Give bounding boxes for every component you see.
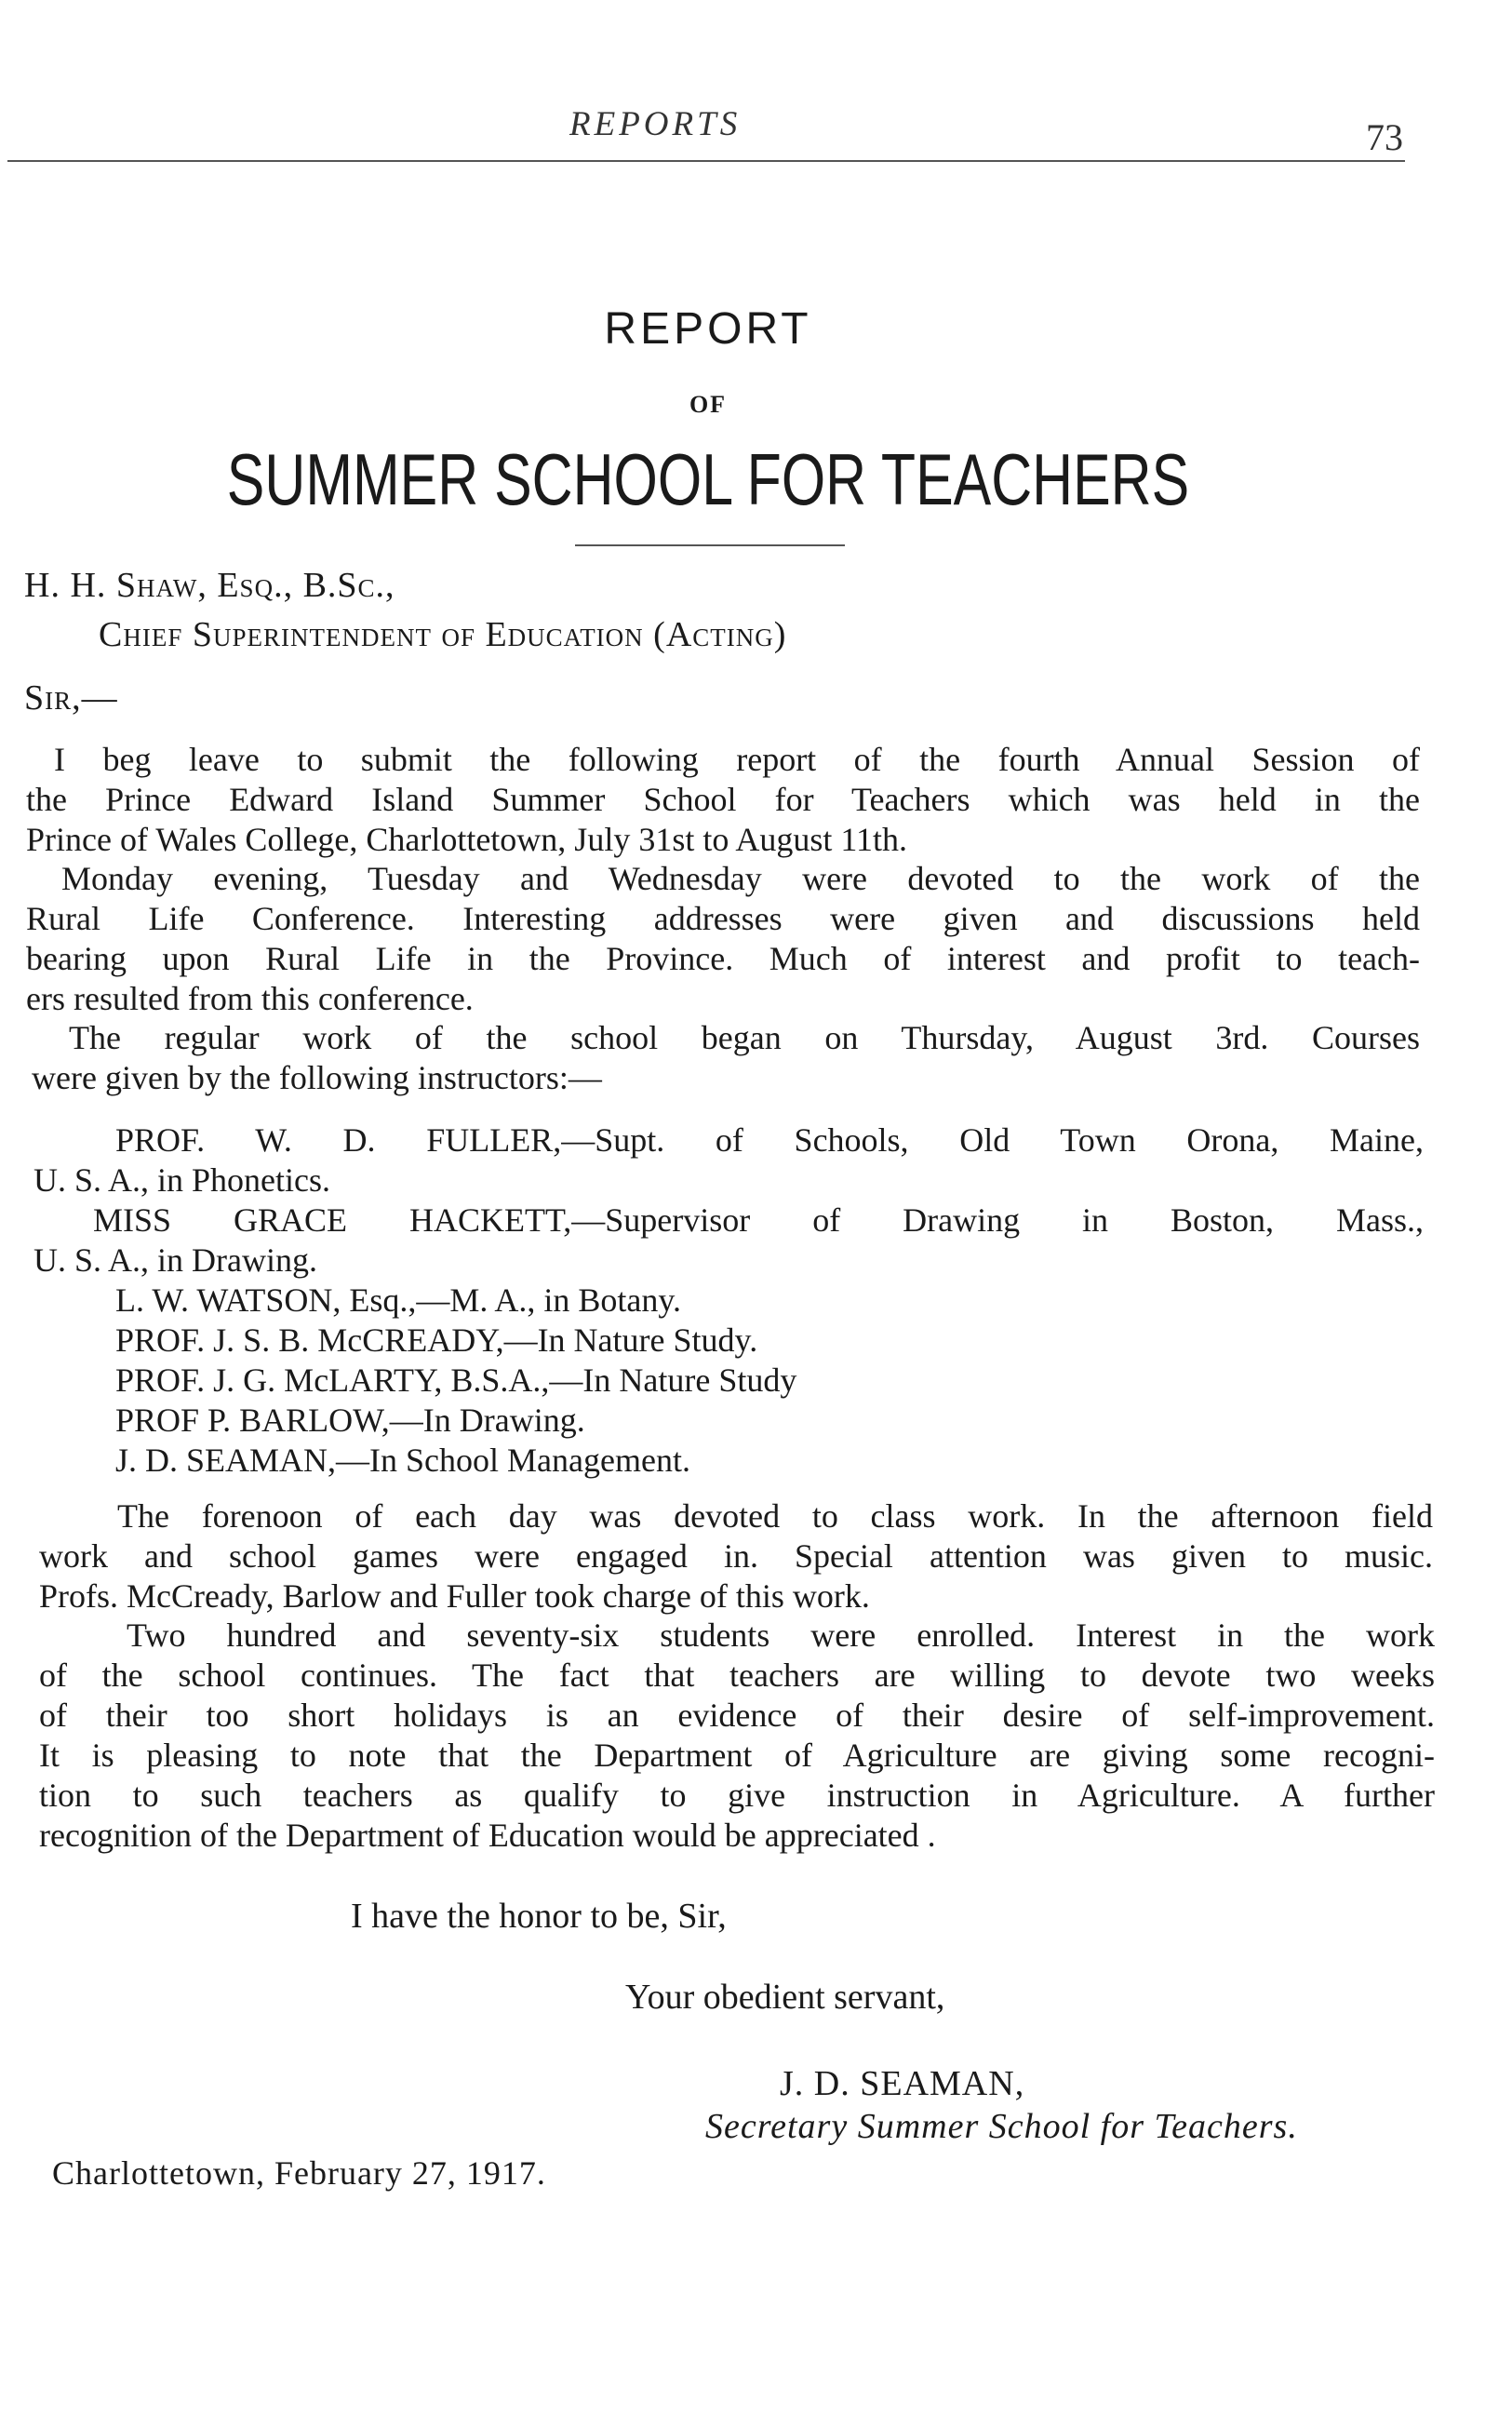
place-date: Charlottetown, February 27, 1917.	[52, 2154, 546, 2192]
instructor-line: L. W. WATSON, Esq.,—M. A., in Botany.	[115, 1281, 682, 1319]
instructor-line: U. S. A., in Phonetics.	[33, 1161, 331, 1199]
instructor-line: PROF. J. G. McLARTY, B.S.A.,—In Nature Study	[115, 1362, 797, 1399]
title-rule	[575, 544, 845, 546]
closing-line: I have the honor to be, Sir,	[351, 1897, 727, 1936]
instructor-line: PROF P. BARLOW,—In Drawing.	[115, 1402, 585, 1439]
body-line: work and school games were engaged in. Special attention was given to music.	[39, 1537, 1433, 1575]
report-of: OF	[689, 391, 728, 418]
running-head: REPORTS	[569, 105, 742, 143]
body-line: the Prince Edward Island Summer School for Teachers which was held in the	[26, 781, 1420, 818]
report-heading: REPORT	[604, 304, 812, 354]
body-line: recognition of the Department of Education would be appreciated .	[39, 1817, 936, 1854]
instructor-line: U. S. A., in Drawing.	[33, 1241, 317, 1279]
body-line: ers resulted from this conference.	[26, 980, 474, 1017]
instructor-line: PROF. W. D. FULLER,—Supt. of Schools, Old Town Orona, Maine,	[115, 1121, 1424, 1159]
body-line: of their too short holidays is an evidence of their desire of self-improvement.	[39, 1697, 1435, 1734]
instructor-line: J. D. SEAMAN,—In School Management.	[115, 1442, 690, 1479]
body-line: Two hundred and seventy-six students were enrolled. Interest in the work	[127, 1616, 1435, 1654]
body-line: The regular work of the school began on Thursday, August 3rd. Courses	[69, 1019, 1420, 1056]
signature-title: Secretary Summer School for Teachers.	[705, 2107, 1298, 2146]
page-title: SUMMER SCHOOL FOR TEACHERS	[226, 438, 1190, 520]
page-number: 73	[1366, 116, 1403, 158]
instructor-line: MISS GRACE HACKETT,—Supervisor of Drawing in Boston, Mass.,	[93, 1201, 1424, 1239]
addressee-name: H. H. Shaw, Esq., B.Sc.,	[24, 566, 395, 605]
body-line: The forenoon of each day was devoted to class work. In the afternoon field	[117, 1497, 1433, 1535]
closing-line: Your obedient servant,	[625, 1978, 945, 2017]
body-line: tion to such teachers as qualify to give instruction in Agriculture. A further	[39, 1777, 1435, 1814]
body-line: bearing upon Rural Life in the Province. Much of interest and profit to teach-	[26, 940, 1420, 977]
header-rule	[7, 160, 1405, 162]
salutation: Sir,—	[24, 678, 118, 718]
body-line: It is pleasing to note that the Department of Agriculture are giving some recogni-	[39, 1737, 1435, 1774]
body-line: of the school continues. The fact that teachers are willing to devote two weeks	[39, 1657, 1435, 1694]
body-line: Rural Life Conference. Interesting addresses were given and discussions held	[26, 900, 1420, 937]
body-line: were given by the following instructors:—	[32, 1059, 602, 1096]
body-line: Monday evening, Tuesday and Wednesday were devoted to the work of the	[61, 860, 1420, 897]
addressee-title: Chief Superintendent of Education (Acting)	[99, 615, 787, 654]
body-line: Profs. McCready, Barlow and Fuller took charge of this work.	[39, 1577, 870, 1615]
instructor-line: PROF. J. S. B. McCREADY,—In Nature Study.	[115, 1321, 758, 1359]
body-line: I beg leave to submit the following report of the fourth Annual Session of	[54, 741, 1420, 778]
body-line: Prince of Wales College, Charlottetown, July 31st to August 11th.	[26, 821, 908, 858]
signature-name: J. D. SEAMAN,	[780, 2064, 1025, 2103]
